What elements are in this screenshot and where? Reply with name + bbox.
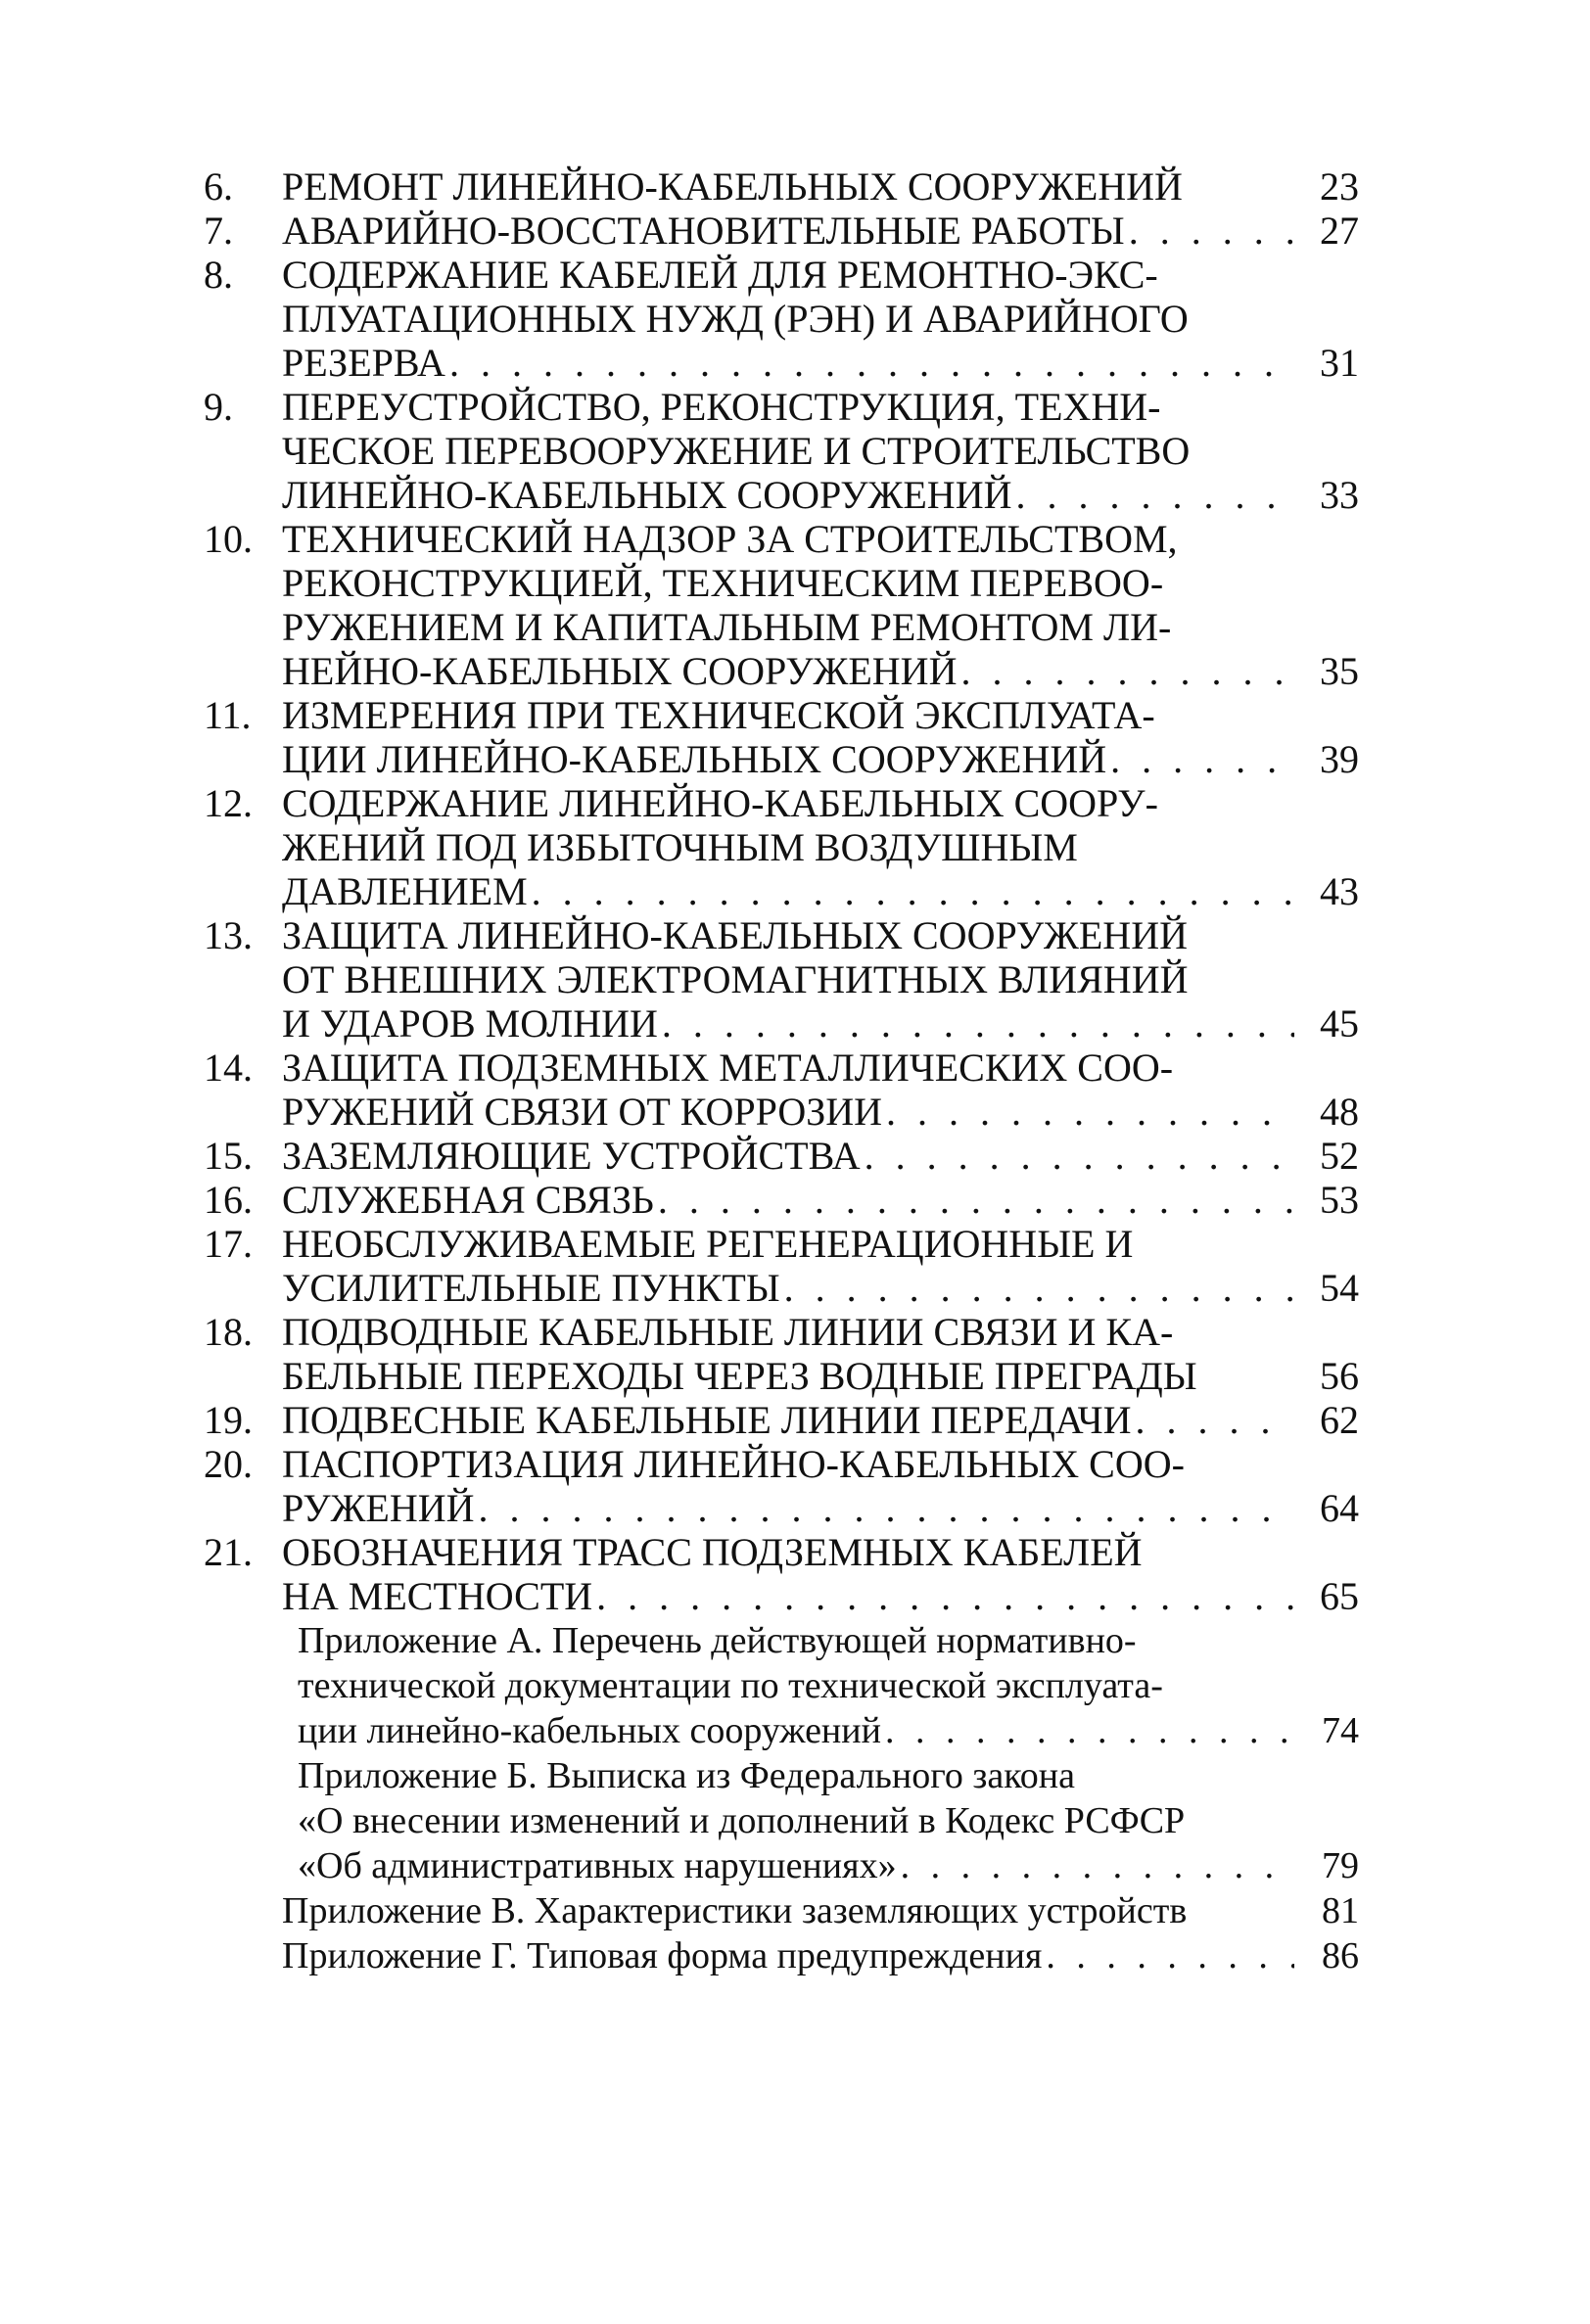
toc-entry-number: 8. — [204, 253, 233, 297]
dot-leader — [658, 1178, 1294, 1222]
toc-entry-11[interactable] — [204, 693, 1359, 781]
toc-entry-number: 17. — [204, 1222, 253, 1266]
toc-entry-title: ЗАЗЕМЛЯЮЩИЕ УСТРОЙСТВА — [282, 1134, 861, 1178]
toc-entry-number: 19. — [204, 1398, 253, 1442]
toc-entry-number: 14. — [204, 1046, 253, 1090]
toc-entry-title: РУЖЕНИЕМ И КАПИТАЛЬНЫМ РЕМОНТОМ ЛИ- — [282, 605, 1172, 649]
toc-entry-title: НЕОБСЛУЖИВАЕМЫЕ РЕГЕНЕРАЦИОННЫЕ И — [282, 1222, 1134, 1266]
toc-page-number: 74 — [1322, 1710, 1359, 1751]
toc-entry-number: 13. — [204, 913, 253, 957]
dot-leader — [1129, 209, 1294, 253]
toc-appendix-title: Приложение Г. Типовая форма предупреждения — [282, 1935, 1043, 1976]
toc-entry-title: ДАВЛЕНИЕМ — [282, 869, 528, 913]
toc-appendix-b[interactable] — [204, 1753, 1359, 1888]
toc-entry-title: И УДАРОВ МОЛНИИ — [282, 1001, 658, 1046]
dot-leader — [865, 1134, 1294, 1178]
toc-page-number: 35 — [1320, 649, 1359, 693]
toc-appendix-title: «О внесении изменений и дополнений в Кодекс РСФСР — [298, 1800, 1186, 1841]
toc-entry-title: ЖЕНИЙ ПОД ИЗБЫТОЧНЫМ ВОЗДУШНЫМ — [282, 825, 1078, 869]
toc-entry-title: ПОДВЕСНЫЕ КАБЕЛЬНЫЕ ЛИНИИ ПЕРЕДАЧИ — [282, 1398, 1132, 1442]
dot-leader — [1110, 737, 1294, 781]
toc-entry-title: ПЛУАТАЦИОННЫХ НУЖД (РЭН) И АВАРИЙНОГО — [282, 297, 1189, 341]
toc-page-number: 45 — [1320, 1001, 1359, 1046]
toc-entry-title: СЛУЖЕБНАЯ СВЯЗЬ — [282, 1178, 654, 1222]
toc-appendix-v[interactable] — [204, 1888, 1359, 1933]
toc-entry-title: РЕЗЕРВА — [282, 341, 445, 385]
dot-leader — [960, 649, 1294, 693]
toc-entry-title: ИЗМЕРЕНИЯ ПРИ ТЕХНИЧЕСКОЙ ЭКСПЛУАТА- — [282, 693, 1155, 737]
toc-page-number: 48 — [1320, 1090, 1359, 1134]
toc-entry-title: ОБОЗНАЧЕНИЯ ТРАСС ПОДЗЕМНЫХ КАБЕЛЕЙ — [282, 1530, 1143, 1574]
toc-page-number: 53 — [1320, 1178, 1359, 1222]
toc-page-number: 54 — [1320, 1266, 1359, 1310]
toc-entry-title: ПОДВОДНЫЕ КАБЕЛЬНЫЕ ЛИНИИ СВЯЗИ И КА- — [282, 1310, 1174, 1354]
toc-entry-title: СОДЕРЖАНИЕ ЛИНЕЙНО-КАБЕЛЬНЫХ СООРУ- — [282, 781, 1158, 825]
toc-entry-title: ПАСПОРТИЗАЦИЯ ЛИНЕЙНО-КАБЕЛЬНЫХ СОО- — [282, 1442, 1185, 1486]
toc-entry-title: СОДЕРЖАНИЕ КАБЕЛЕЙ ДЛЯ РЕМОНТНО-ЭКС- — [282, 253, 1158, 297]
toc-entry-8[interactable] — [204, 253, 1359, 385]
toc-entry-title: НЕЙНО-КАБЕЛЬНЫХ СООРУЖЕНИЙ — [282, 649, 958, 693]
dot-leader — [1135, 1398, 1294, 1442]
toc-page-number: 52 — [1320, 1134, 1359, 1178]
toc-entry-title: НА МЕСТНОСТИ — [282, 1574, 593, 1618]
toc-entry-16[interactable] — [204, 1178, 1359, 1222]
toc-appendix-title: технической документации по технической эксплуата- — [298, 1665, 1163, 1706]
toc-entry-number: 12. — [204, 781, 253, 825]
toc-page-number: 23 — [1320, 164, 1359, 209]
toc-entry-10[interactable] — [204, 517, 1359, 693]
toc-appendix-title: Приложение В. Характеристики заземляющих устройств — [282, 1890, 1188, 1931]
toc-entry-title: РЕКОНСТРУКЦИЕЙ, ТЕХНИЧЕСКИМ ПЕРЕВОО- — [282, 561, 1164, 605]
toc-entry-14[interactable] — [204, 1046, 1359, 1134]
toc-entry-title: АВАРИЙНО-ВОССТАНОВИТЕЛЬНЫЕ РАБОТЫ — [282, 209, 1125, 253]
dot-leader — [596, 1574, 1294, 1618]
toc-page-number: 81 — [1322, 1890, 1359, 1931]
toc-entry-15[interactable] — [204, 1134, 1359, 1178]
toc-entry-title: ТЕХНИЧЕСКИЙ НАДЗОР ЗА СТРОИТЕЛЬСТВОМ, — [282, 517, 1178, 561]
toc-page-number: 64 — [1320, 1486, 1359, 1530]
dot-leader — [662, 1001, 1294, 1046]
toc-entry-number: 16. — [204, 1178, 253, 1222]
toc-appendix-a[interactable] — [204, 1618, 1359, 1753]
dot-leader — [886, 1090, 1294, 1134]
toc-entry-19[interactable] — [204, 1398, 1359, 1442]
dot-leader — [532, 869, 1294, 913]
toc-page-number: 43 — [1320, 869, 1359, 913]
toc-entry-number: 6. — [204, 164, 233, 209]
toc-page-number: 79 — [1322, 1845, 1359, 1886]
dot-leader — [449, 341, 1294, 385]
toc-entry-number: 9. — [204, 385, 233, 429]
toc-entry-title: БЕЛЬНЫЕ ПЕРЕХОДЫ ЧЕРЕЗ ВОДНЫЕ ПРЕГРАДЫ — [282, 1354, 1197, 1398]
toc-entry-20[interactable] — [204, 1442, 1359, 1530]
toc-entry-title: РУЖЕНИЙ — [282, 1486, 475, 1530]
toc-appendix-title: Приложение Б. Выписка из Федерального закона — [298, 1755, 1075, 1796]
table-of-contents — [204, 164, 1359, 1978]
toc-page-number: 31 — [1320, 341, 1359, 385]
toc-entry-title: ЗАЩИТА ЛИНЕЙНО-КАБЕЛЬНЫХ СООРУЖЕНИЙ — [282, 913, 1188, 957]
toc-page-number: 27 — [1320, 209, 1359, 253]
toc-entry-21[interactable] — [204, 1530, 1359, 1618]
toc-entry-title: УСИЛИТЕЛЬНЫЕ ПУНКТЫ — [282, 1266, 780, 1310]
toc-appendix-title: ции линейно-кабельных сооружений — [298, 1710, 881, 1751]
dot-leader — [901, 1843, 1294, 1888]
dot-leader — [885, 1708, 1294, 1753]
toc-entry-number: 21. — [204, 1530, 253, 1574]
toc-page-number: 39 — [1320, 737, 1359, 781]
toc-entry-number: 15. — [204, 1134, 253, 1178]
toc-page-number: 33 — [1320, 473, 1359, 517]
toc-entry-number: 20. — [204, 1442, 253, 1486]
toc-appendix-title: Приложение А. Перечень действующей нормативно- — [298, 1620, 1137, 1661]
toc-entry-17[interactable] — [204, 1222, 1359, 1310]
toc-entry-title: РЕМОНТ ЛИНЕЙНО-КАБЕЛЬНЫХ СООРУЖЕНИЙ — [282, 164, 1183, 209]
toc-entry-title: ПЕРЕУСТРОЙСТВО, РЕКОНСТРУКЦИЯ, ТЕХНИ- — [282, 385, 1161, 429]
toc-entry-title: ЦИИ ЛИНЕЙНО-КАБЕЛЬНЫХ СООРУЖЕНИЙ — [282, 737, 1107, 781]
toc-entry-number: 18. — [204, 1310, 253, 1354]
toc-entry-18[interactable] — [204, 1310, 1359, 1398]
toc-entry-9[interactable] — [204, 385, 1359, 517]
toc-entry-13[interactable] — [204, 913, 1359, 1046]
toc-entry-6[interactable] — [204, 164, 1359, 209]
toc-entry-title: ЛИНЕЙНО-КАБЕЛЬНЫХ СООРУЖЕНИЙ — [282, 473, 1012, 517]
toc-entry-title: РУЖЕНИЙ СВЯЗИ ОТ КОРРОЗИИ — [282, 1090, 883, 1134]
toc-entry-title: ЗАЩИТА ПОДЗЕМНЫХ МЕТАЛЛИЧЕСКИХ СОО- — [282, 1046, 1174, 1090]
toc-appendix-title: «Об административных нарушениях» — [298, 1845, 897, 1886]
toc-entry-title: ОТ ВНЕШНИХ ЭЛЕКТРОМАГНИТНЫХ ВЛИЯНИЙ — [282, 957, 1189, 1001]
toc-page-number: 56 — [1320, 1354, 1359, 1398]
dot-leader — [1046, 1933, 1294, 1978]
toc-page-number: 65 — [1320, 1574, 1359, 1618]
dot-leader — [479, 1486, 1294, 1530]
toc-entry-number: 7. — [204, 209, 233, 253]
dot-leader — [784, 1266, 1294, 1310]
toc-page-number: 86 — [1322, 1935, 1359, 1976]
dot-leader — [1015, 473, 1294, 517]
toc-appendix-g[interactable] — [204, 1933, 1359, 1978]
toc-entry-title: ЧЕСКОЕ ПЕРЕВООРУЖЕНИЕ И СТРОИТЕЛЬСТВО — [282, 429, 1191, 473]
toc-entry-number: 10. — [204, 517, 253, 561]
toc-entry-number: 11. — [204, 693, 252, 737]
toc-page-number: 62 — [1320, 1398, 1359, 1442]
toc-entry-7[interactable] — [204, 209, 1359, 253]
toc-entry-12[interactable] — [204, 781, 1359, 913]
